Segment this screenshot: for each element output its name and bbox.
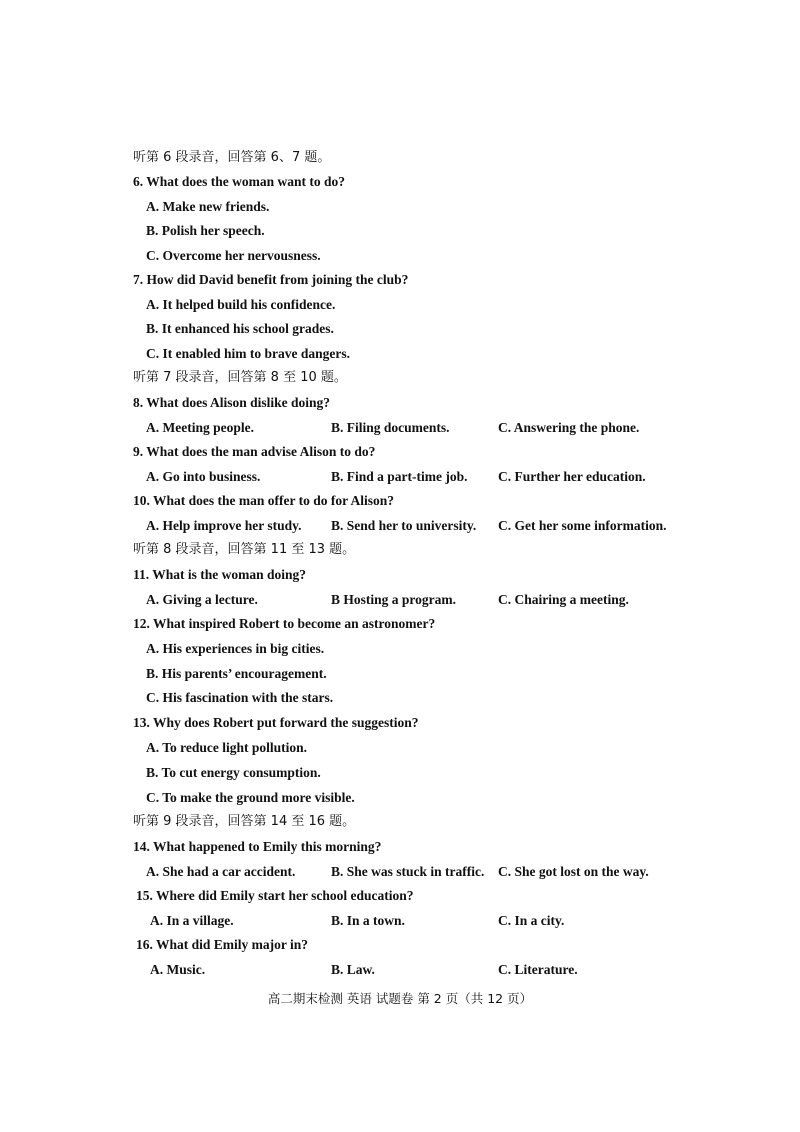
question-13-option-b: B. To cut energy consumption. [146, 765, 321, 780]
question-7-option-c: C. It enabled him to brave dangers. [146, 346, 351, 361]
question-11-option-c: C. Chairing a meeting. [498, 592, 629, 607]
question-14-options [0, 862, 800, 882]
question-6-option-b: B. Polish her speech. [146, 223, 265, 238]
question-7-option-b: B. It enhanced his school grades. [146, 321, 334, 336]
question-14-option-a: A. She had a car accident. [146, 864, 296, 879]
question-16-option-a: A. Music. [150, 962, 206, 977]
page-footer: 高二期末检测 英语 试题卷 第 2 页（共 12 页） [267, 991, 533, 1006]
section-heading-7: 听第 7 段录音，回答第 8 至 10 题。 [133, 370, 347, 385]
question-6-option-c: C. Overcome her nervousness. [146, 248, 321, 263]
question-8-option-b: B. Filing documents. [331, 420, 450, 435]
question-9-option-b: B. Find a part-time job. [331, 469, 468, 484]
question-7-option-a: A. It helped build his confidence. [146, 297, 336, 312]
question-12-option-c: C. His fascination with the stars. [146, 690, 334, 705]
question-8-option-c: C. Answering the phone. [498, 420, 640, 435]
question-15-option-c: C. In a city. [498, 913, 565, 928]
question-13-option-c: C. To make the ground more visible. [146, 790, 355, 805]
question-10-option-c: C. Get her some information. [498, 518, 667, 533]
question-15-options [0, 911, 800, 931]
question-16-option-b: B. Law. [331, 962, 375, 977]
question-9-option-a: A. Go into business. [146, 469, 261, 484]
section-heading-6: 听第 6 段录音，回答第 6、7 题。 [133, 150, 331, 165]
section-heading-8: 听第 8 段录音，回答第 11 至 13 题。 [133, 542, 356, 557]
question-14-stem: 14. What happened to Emily this morning? [133, 839, 382, 854]
question-16-option-c: C. Literature. [498, 962, 578, 977]
question-12-option-b: B. His parents’ encouragement. [146, 666, 327, 681]
question-9-options [0, 467, 800, 487]
question-13-stem: 13. Why does Robert put forward the suggestion? [133, 715, 419, 730]
question-11-option-a: A. Giving a lecture. [146, 592, 258, 607]
question-14-option-c: C. She got lost on the way. [498, 864, 649, 879]
question-6-option-a: A. Make new friends. [146, 199, 270, 214]
question-11-option-b: B Hosting a program. [331, 592, 457, 607]
question-11-stem: 11. What is the woman doing? [133, 567, 307, 582]
question-10-stem: 10. What does the man offer to do for Alison? [133, 493, 395, 508]
question-11-options [0, 590, 800, 610]
question-14-option-b: B. She was stuck in traffic. [331, 864, 485, 879]
question-15-option-b: B. In a town. [331, 913, 405, 928]
question-13-option-a: A. To reduce light pollution. [146, 740, 308, 755]
question-16-stem: 16. What did Emily major in? [136, 937, 309, 952]
question-9-option-c: C. Further her education. [498, 469, 646, 484]
question-10-option-b: B. Send her to university. [331, 518, 477, 533]
section-heading-9: 听第 9 段录音，回答第 14 至 16 题。 [133, 814, 356, 829]
question-12-stem: 12. What inspired Robert to become an astronomer? [133, 616, 436, 631]
question-9-stem: 9. What does the man advise Alison to do? [133, 444, 376, 459]
question-7-stem: 7. How did David benefit from joining the club? [133, 272, 409, 287]
question-10-option-a: A. Help improve her study. [146, 518, 302, 533]
question-8-stem: 8. What does Alison dislike doing? [133, 395, 331, 410]
question-15-stem: 15. Where did Emily start her school education? [136, 888, 414, 903]
question-12-option-a: A. His experiences in big cities. [146, 641, 325, 656]
question-6-stem: 6. What does the woman want to do? [133, 174, 346, 189]
question-15-option-a: A. In a village. [150, 913, 234, 928]
question-16-options [0, 960, 800, 980]
question-8-option-a: A. Meeting people. [146, 420, 254, 435]
question-8-options [0, 418, 800, 438]
question-10-options [0, 516, 800, 536]
